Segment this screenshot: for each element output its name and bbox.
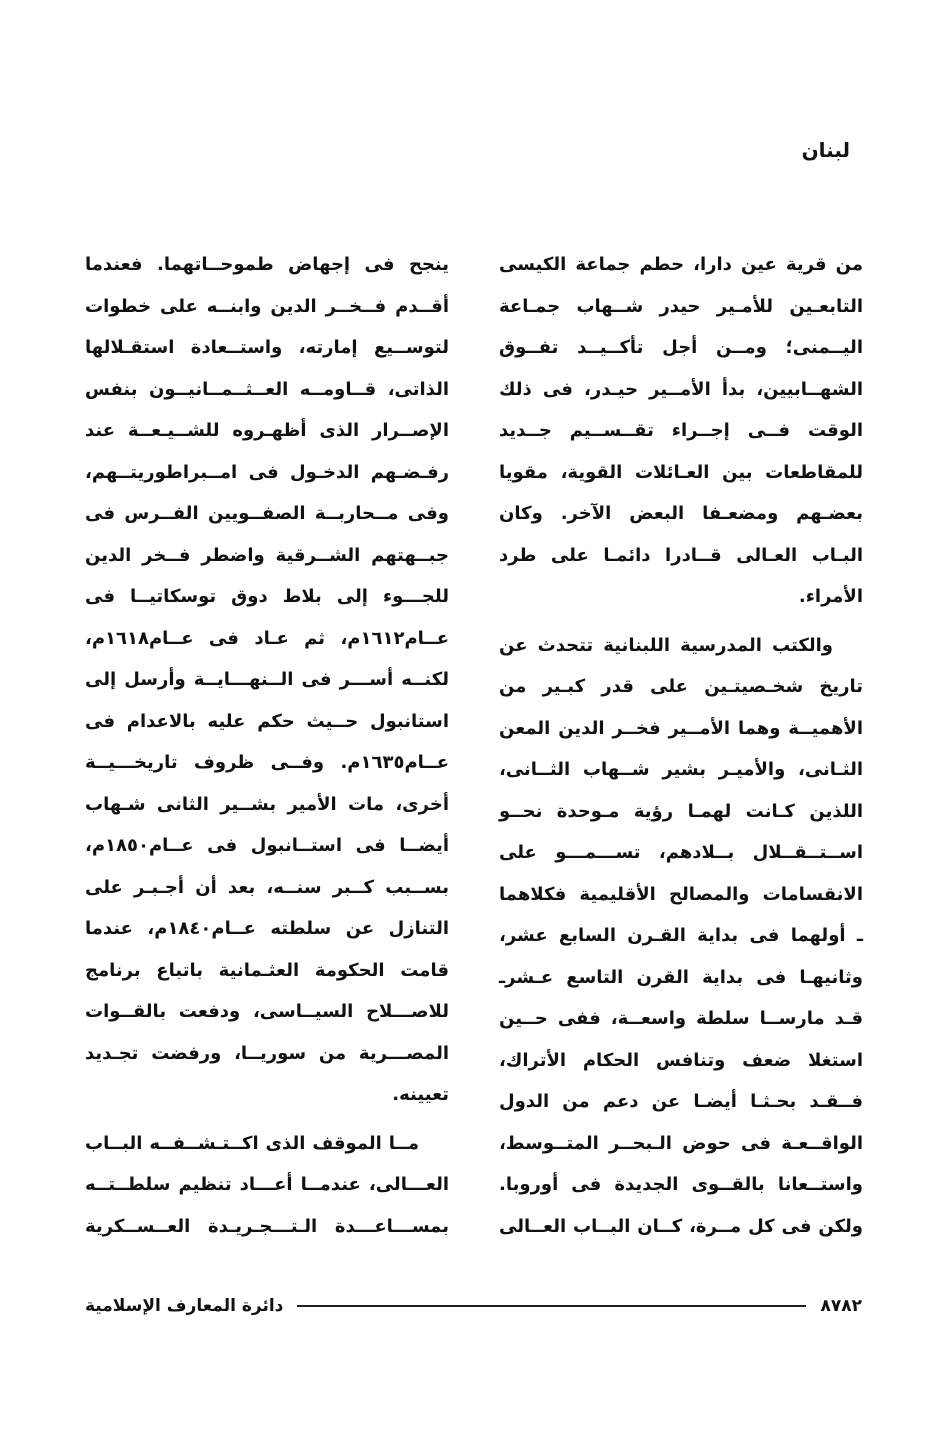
text-line: عــام١٦١٢م، ثم عـاد فى عــام١٦١٨م، [85, 627, 449, 649]
text-line: وثانيهـا فى بداية القرن التاسع عـشرـ [499, 966, 863, 988]
text-line: تعيينه. [392, 1084, 449, 1105]
text-line: والكتب المدرسية اللبنانية تتحدث عن [499, 634, 833, 656]
text-line: عــام١٦٣٥م. وفــى ظروف تاريخـــيــة [85, 752, 449, 773]
text-line: بســبب كــبر سنــه، بعد أن أجـبـر على [85, 876, 449, 898]
paragraph [499, 625, 863, 1248]
text-line: التابعـين للأمـير حيدر شــهاب جمـاعة [499, 295, 863, 317]
text-line: أقــدم فــخــر الدين وابنــه على خطوات [85, 295, 449, 317]
left-column [85, 244, 449, 1247]
text-line: تاريخ شخـصيتـين على قدر كبـير من [499, 676, 863, 697]
text-line: اســتــقــلال بــلادهم، تســـمـــو على [499, 842, 863, 863]
text-line: فــقـد بحـثـا أيضـا عن دعم من الدول [499, 1091, 863, 1112]
text-line: أخرى، مات الأمير بشــير الثانى شـهاب [85, 793, 449, 815]
text-line: بعضـهم ومضعـفا البعض الآخر. وكان [499, 503, 863, 524]
text-line: العـــالى، عندمــا أعـــاد تنظيم سلطــتــه [85, 1174, 449, 1195]
text-line: الأمراء. [798, 586, 863, 607]
text-line: أيضــا فى استــانبول فى عــام١٨٥٠م، [85, 835, 449, 856]
text-line: رفـضـهم الدخـول فى امــبراطوريتــهم، [85, 461, 449, 483]
paragraph [499, 244, 863, 618]
text-line: بمســـاعـــدة الـتـــجـريـدة العــســكرية [85, 1215, 449, 1237]
text-line: لتوســيع إمارته، واستــعادة استقـلالها [85, 337, 449, 358]
page-number: ٨٧٨٢ [820, 1296, 862, 1316]
text-line: الثـانى، والأميـر بشير شــهاب الثــانى، [499, 759, 863, 780]
text-line: اللذين كـانت لهمـا رؤية مـوحدة نحــو [499, 800, 863, 822]
text-line: التنازل عن سلطته عــام١٨٤٠م، عندما [85, 918, 449, 939]
running-head-title: لبنان [801, 138, 850, 162]
text-line: للجـــوء إلى بلاط دوق توسكاتيــا فى [85, 586, 449, 607]
text-line: استانبول حــيث حكم عليه بالاعدام فى [85, 710, 449, 732]
right-column [499, 244, 863, 1247]
text-line: قامت الحكومة العثـمانية باتباع برنامج [85, 959, 449, 981]
text-line: استغلا ضعف وتنافس الحكام الأتراك، [499, 1049, 863, 1071]
page-footer [85, 1292, 862, 1320]
text-line: الوقت فــى إجــراء تقــســيم جــديد [499, 420, 863, 441]
text-line: الانقسامات والمصالح الأقليمية فكلاهما [499, 883, 863, 905]
text-line: ـ أولهما فى بداية القـرن السابع عشر، [499, 925, 863, 946]
text-line: الأهميــة وهما الأمــير فخــر الدين المعن [499, 717, 863, 739]
paragraph [85, 1123, 449, 1248]
text-line: قـد مارســا سلطة واسعــة، ففى حــين [499, 1008, 863, 1029]
text-line: الإصــرار الذى أظهـروه للشــيـعــة عند [85, 420, 449, 441]
publication-title: دائرة المعارف الإسلامية [85, 1296, 284, 1316]
text-line: الذاتى، قــاومــه العــثــمــانيــون بنفس [85, 378, 449, 400]
text-line: للمقاطعات بين العـائلات القوية، مقويا [499, 461, 863, 483]
text-line: المصـــرية من سوريــا، ورفضت تجـديد [85, 1042, 449, 1064]
text-line: من قرية عين دارا، حطم جماعة الكيسى [499, 254, 863, 275]
footer-rule [297, 1305, 806, 1307]
text-line: اليــمنى؛ ومــن أجل تأكــيــد تفــوق [499, 337, 863, 358]
paragraph [85, 244, 449, 1116]
text-line: واستــعانا بالقــوى الجديدة فى أوروبا. [499, 1174, 863, 1195]
text-line: للاصـــلاح السيــاسى، ودفعت بالقــوات [85, 1001, 449, 1022]
text-line: جبــهتهم الشــرقية واضطر فــخر الدين [85, 544, 449, 566]
text-line: مــا الموقف الذى اكــتـشــفــه البــاب [85, 1132, 419, 1154]
text-line: لكنــه أســـر فى الــنهـــايــة وأرسل إلى [85, 669, 449, 690]
text-line: وفى مــحاربــة الصفــويين الفــرس فى [85, 503, 449, 524]
text-line: الشهــابيين، بدأ الأمــير حيـدر، فى ذلك [499, 378, 863, 400]
text-line: ولكن فى كل مــرة، كــان البــاب العــالى [499, 1215, 863, 1237]
text-line: البـاب العـالى قــادرا دائمـا على طرد [499, 544, 863, 566]
text-line: الواقــعـة فى حوض الـبحــر المتــوسط، [499, 1132, 863, 1154]
text-line: ينجح فى إجهاض طموحــاتهما. فعندما [85, 254, 449, 275]
